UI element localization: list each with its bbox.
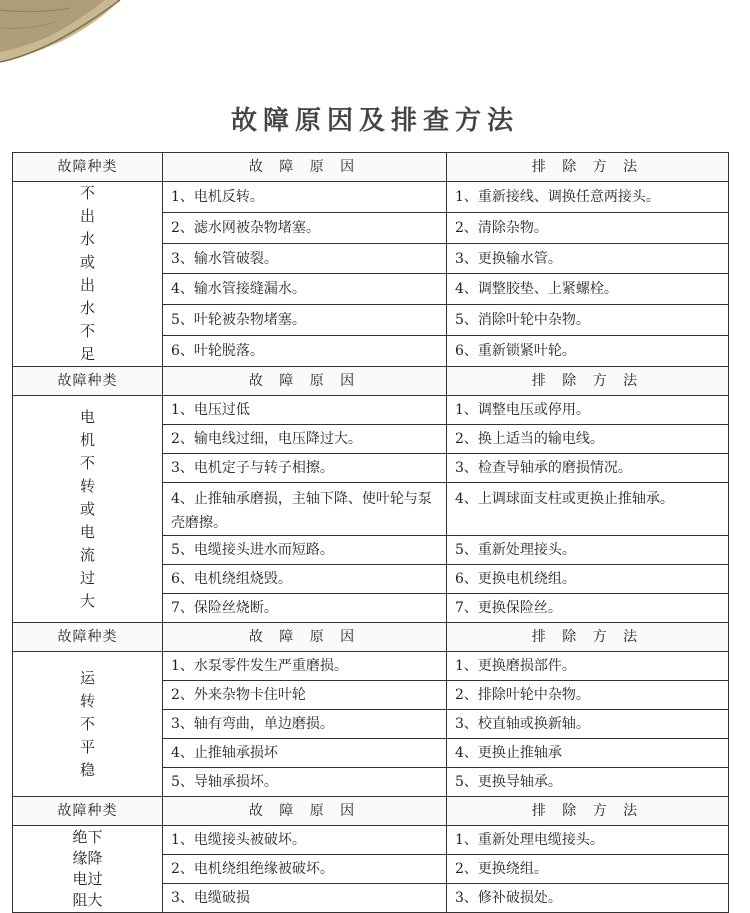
header-row (13, 623, 729, 652)
header-cause: 故 障 原 因 (163, 153, 447, 182)
page-title: 故障原因及排查方法 (230, 106, 519, 136)
fault-cause: 7、保险丝烧断。 (163, 594, 447, 623)
fault-cause: 2、电机绕组绝缘被破坏。 (163, 855, 447, 884)
fault-remedy: 2、换上适当的输电线。 (447, 425, 729, 454)
fault-remedy: 2、清除杂物。 (447, 212, 729, 243)
fault-cause: 1、电缆接头被破坏。 (163, 826, 447, 855)
fault-remedy: 6、更换电机绕组。 (447, 565, 729, 594)
fault-remedy: 2、更换绕组。 (447, 855, 729, 884)
fault-cause: 3、轴有弯曲，单边磨损。 (163, 710, 447, 739)
fault-remedy: 5、消除叶轮中杂物。 (447, 305, 729, 336)
fault-cause: 3、输水管破裂。 (163, 243, 447, 274)
fault-remedy: 1、重新处理电缆接头。 (447, 826, 729, 855)
fault-remedy: 3、检查导轴承的磨损情况。 (447, 454, 729, 483)
fault-category (13, 652, 163, 797)
fault-remedy: 1、更换磨损部件。 (447, 652, 729, 681)
fault-remedy: 4、更换止推轴承 (447, 739, 729, 768)
fault-category-label: 运转不平稳 (79, 668, 95, 779)
fault-cause: 4、止推轴承磨损，主轴下降、使叶轮与泵壳磨擦。 (163, 483, 447, 536)
table-row (13, 652, 729, 681)
table-row (13, 826, 729, 855)
fault-cause: 6、叶轮脱落。 (163, 336, 447, 367)
fault-remedy: 4、调整胶垫、上紧螺栓。 (447, 274, 729, 305)
fault-cause: 5、导轴承损坏。 (163, 768, 447, 797)
fault-remedy: 1、调整电压或停用。 (447, 396, 729, 425)
fault-cause: 1、电机反转。 (163, 182, 447, 213)
header-category: 故障种类 (13, 367, 163, 396)
header-category: 故障种类 (13, 797, 163, 826)
header-category: 故障种类 (13, 153, 163, 182)
fault-category-label: 电机不转或电流过大 (79, 407, 95, 610)
fault-cause: 2、滤水网被杂物堵塞。 (163, 212, 447, 243)
fault-remedy: 3、更换输水管。 (447, 243, 729, 274)
decorative-corner-texture (0, 0, 750, 80)
header-cause: 故 障 原 因 (163, 623, 447, 652)
header-remedy: 排 除 方 法 (447, 367, 729, 396)
fault-category (13, 826, 163, 913)
fault-cause: 1、水泵零件发生严重磨损。 (163, 652, 447, 681)
header-row (13, 367, 729, 396)
fault-cause: 5、叶轮被杂物堵塞。 (163, 305, 447, 336)
fault-cause: 3、电机定子与转子相擦。 (163, 454, 447, 483)
header-row (13, 797, 729, 826)
fault-category-label: 绝下缘降电过阻大 (72, 828, 103, 909)
fault-remedy: 2、排除叶轮中杂物。 (447, 681, 729, 710)
fault-cause: 2、输电线过细，电压降过大。 (163, 425, 447, 454)
fault-remedy: 5、重新处理接头。 (447, 536, 729, 565)
table-row (13, 182, 729, 213)
fault-cause: 2、外来杂物卡住叶轮 (163, 681, 447, 710)
fault-category (13, 396, 163, 623)
header-cause: 故 障 原 因 (163, 797, 447, 826)
fault-remedy: 4、上调球面支柱或更换止推轴承。 (447, 483, 729, 536)
header-row (13, 153, 729, 182)
fault-category-label: 不出水或出水不足 (79, 184, 95, 363)
fault-remedy: 1、重新接线、调换任意两接头。 (447, 182, 729, 213)
fault-table (12, 152, 729, 913)
header-remedy: 排 除 方 法 (447, 623, 729, 652)
fault-cause: 5、电缆接头进水而短路。 (163, 536, 447, 565)
fault-remedy: 6、重新锁紧叶轮。 (447, 336, 729, 367)
fault-remedy: 3、修补破损处。 (447, 884, 729, 913)
fault-cause: 4、止推轴承损坏 (163, 739, 447, 768)
fault-cause: 4、输水管接缝漏水。 (163, 274, 447, 305)
fault-cause: 3、电缆破损 (163, 884, 447, 913)
fault-remedy: 3、校直轴或换新轴。 (447, 710, 729, 739)
header-remedy: 排 除 方 法 (447, 153, 729, 182)
header-cause: 故 障 原 因 (163, 367, 447, 396)
fault-category (13, 182, 163, 367)
fault-remedy: 7、更换保险丝。 (447, 594, 729, 623)
fault-cause: 6、电机绕组烧毁。 (163, 565, 447, 594)
header-remedy: 排 除 方 法 (447, 797, 729, 826)
header-category: 故障种类 (13, 623, 163, 652)
table-row (13, 396, 729, 425)
fault-remedy: 5、更换导轴承。 (447, 768, 729, 797)
fault-table-body (13, 153, 729, 913)
fault-cause: 1、电压过低 (163, 396, 447, 425)
